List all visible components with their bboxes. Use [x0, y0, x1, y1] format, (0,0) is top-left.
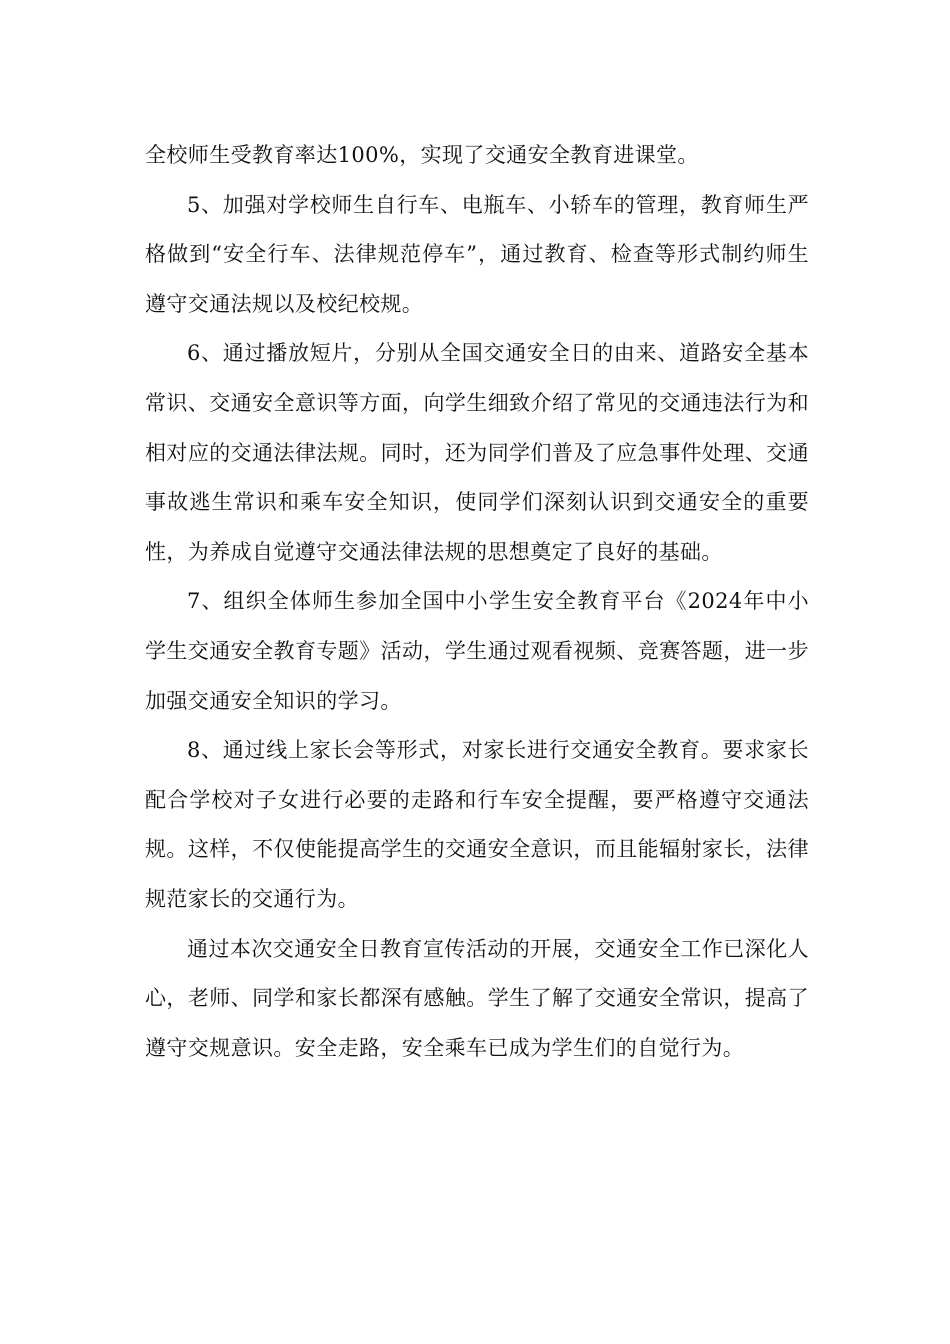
paragraph-item-5: 5、加强对学校师生自行车、电瓶车、小轿车的管理，教育师生严格做到“安全行车、法律规范停车”，通过教育、检查等形式制约师生遵守交通法规以及校纪校规。: [145, 192, 809, 316]
paragraph-item-8: 8、通过线上家长会等形式，对家长进行交通安全教育。要求家长配合学校对子女进行必要的走路和行车安全提醒，要严格遵守交通法规。这样，不仅使能提高学生的交通安全意识，而且能辐射家长，法律规范家长的交通行为。: [145, 738, 809, 911]
document-body: [145, 131, 809, 1073]
paragraph-conclusion: 通过本次交通安全日教育宣传活动的开展，交通安全工作已深化人心，老师、同学和家长都深有感触。学生了解了交通安全常识，提高了遵守交规意识。安全走路，安全乘车已成为学生们的自觉行为。: [145, 936, 809, 1060]
paragraph-item-6: 6、通过播放短片，分别从全国交通安全日的由来、道路安全基本常识、交通安全意识等方面，向学生细致介绍了常见的交通违法行为和相对应的交通法律法规。同时，还为同学们普及了应急事件处理、交通事故逃生常识和乘车安全知识，使同学们深刻认识到交通安全的重要性，为养成自觉遵守交通法律法规的思想奠定了良好的基础。: [145, 341, 809, 564]
paragraph-continuation: 全校师生受教育率达100%，实现了交通安全教育进课堂。: [145, 143, 699, 167]
paragraph-item-7: 7、组织全体师生参加全国中小学生安全教育平台《2024年中小学生交通安全教育专题》活动，学生通过观看视频、竞赛答题，进一步加强交通安全知识的学习。: [145, 589, 809, 713]
